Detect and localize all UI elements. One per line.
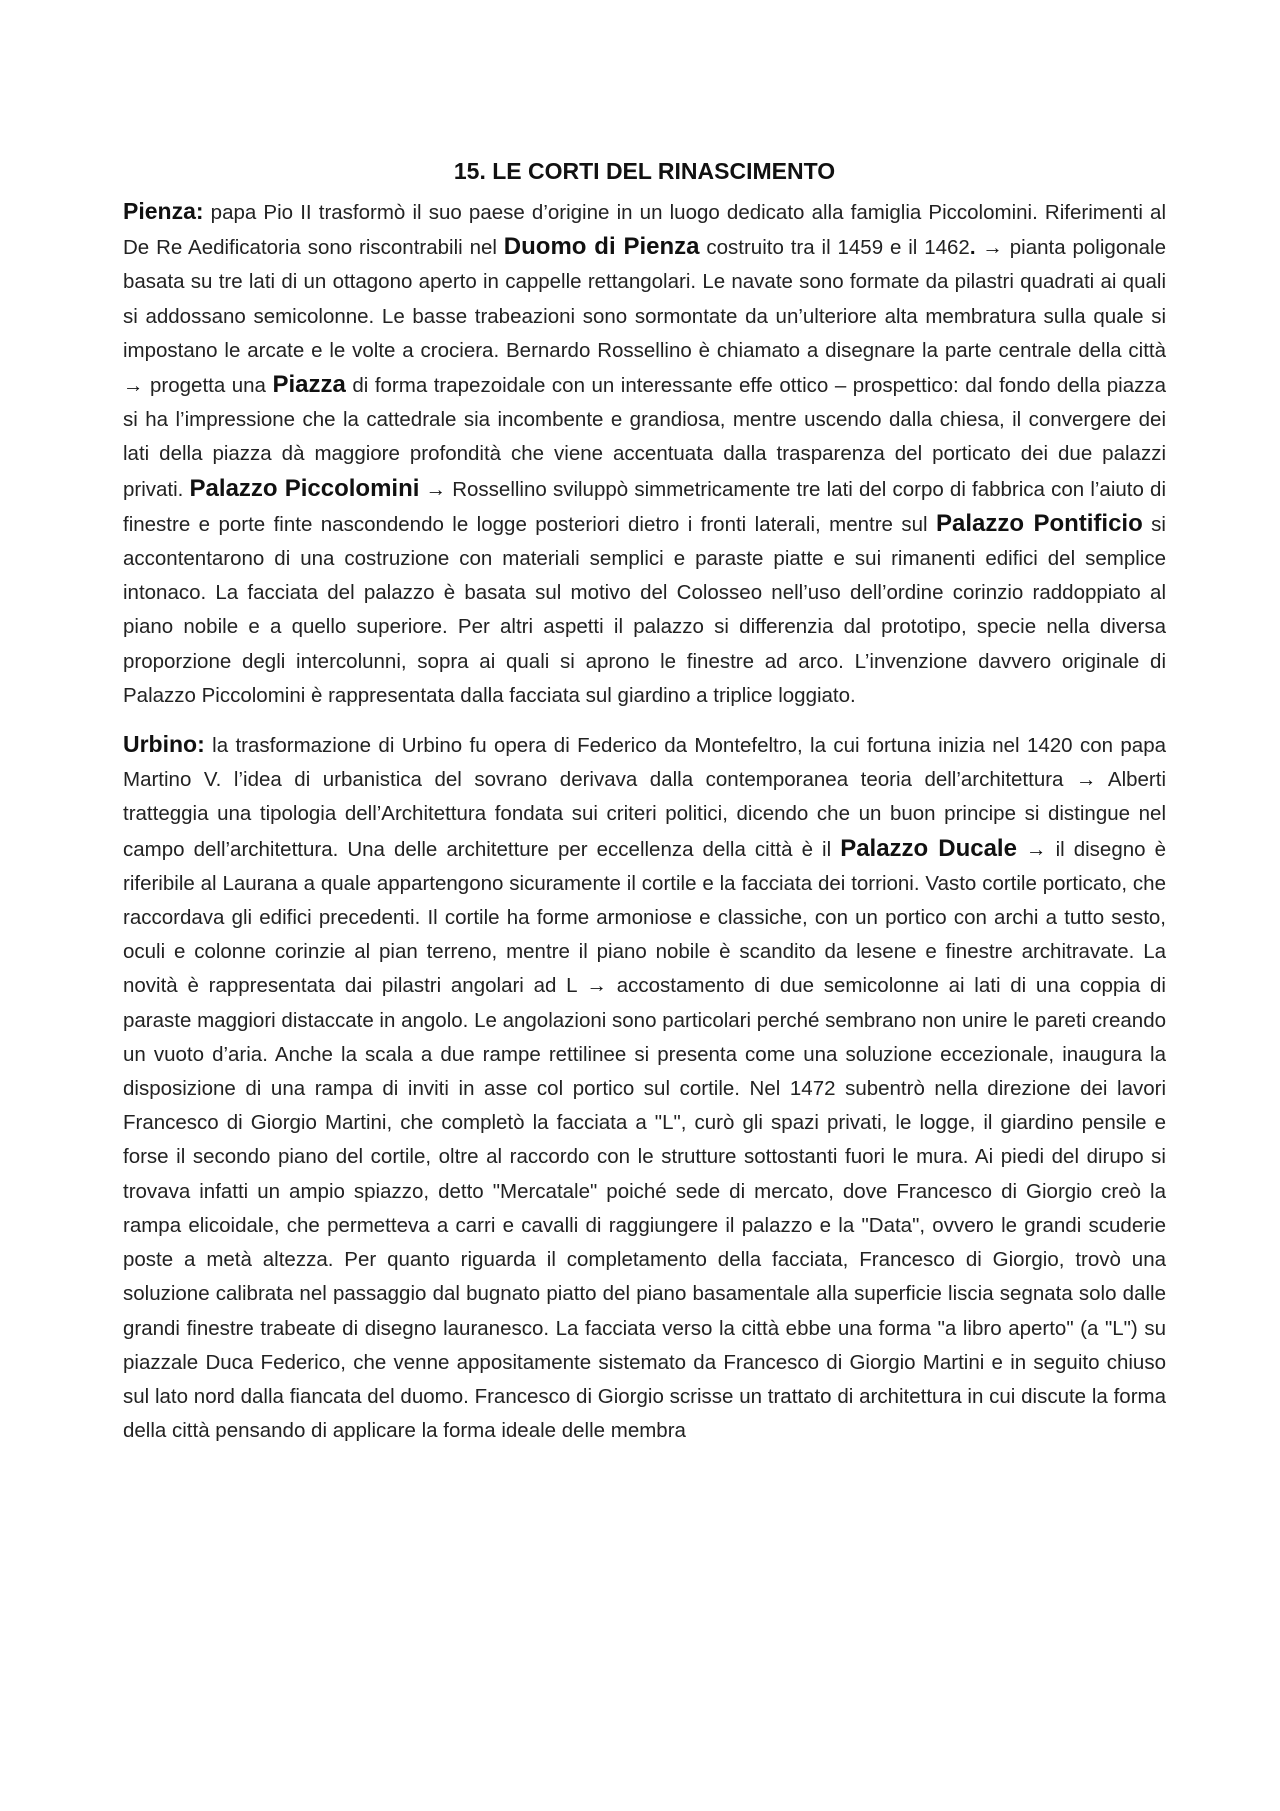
- text-run: Rossellino sviluppò simmetricamente tre lati del corpo di fabbrica con l’aiuto di finestre e porte finte nascondendo le logge posteriori dietro i fronti laterali, mentre sul: [123, 477, 1166, 536]
- text-run: .: [969, 236, 983, 260]
- text-run: costruito tra il 1459 e il 1462: [699, 236, 970, 260]
- text-run: accostamento di due semicolonne ai lati di una coppia di paraste maggiori distaccate in angolo. Le angolazioni sono particolari perché sembrano non unire le pareti creando un vuoto d’aria. Anche la scala a due rampe rettilinee si presenta come una soluzione eccezionale, inaugura la disposizione di una rampa di inviti in asse col portico sul cortile. Nel 1472 subentrò nella direzione dei lavori Francesco di Giorgio Martini, che completò la facciata a "L", curò gli spazi privati, le logge, il giardino pensile e forse il secondo piano del cortile, oltre al raccordo con le strutture sottostanti fuori le mura. Ai piedi del dirupo si trovava infatti un ampio spiazzo, detto "Mercatale" poiché sede di mercato, dove Francesco di Giorgio creò la rampa elicoidale, che permetteva a carri e cavalli di raggiungere il palazzo e la "Data", ovvero le grandi scuderie poste a metà altezza. Per quanto riguarda il completamento della facciata, Francesco di Giorgio, trovò una soluzione calibrata nel passaggio dal bugnato piatto del piano basamentale alla superficie liscia segnata solo dalle grandi finestre trabeate di disegno lauranesco. La facciata verso la città ebbe una forma "a libro aperto" (a "L") su piazzale Duca Federico, che venne appositamente sistemato da Francesco di Giorgio Martini e in seguito chiuso sul lato nord dalla fiancata del duomo. Francesco di Giorgio scrisse un trattato di architettura in cui discute la forma della città pensando di applicare la forma ideale delle membra: [123, 974, 1166, 1443]
- arrow-icon: →: [586, 974, 608, 998]
- text-run: [1017, 838, 1026, 861]
- text-run: pianta poligonale basata su tre lati di un ottagono aperto in cappelle rettangolari. Le navate sono formate da pilastri quadrati ai quali si addossano semicolonne. Le basse trabeazioni sono sormontate da un’ulteriore alta membratura sulla quale si impostano le arcate e le volte a crociera. Bernardo Rossellino è chiamato a disegnare la parte centrale della città: [123, 236, 1166, 362]
- text-run: papa Pio II trasformò il suo paese d’origine in un luogo dedicato alla famiglia Piccolomini. Riferimenti al De Re Aedificatoria sono riscontrabili nel: [123, 201, 1166, 260]
- arrow-icon: →: [123, 374, 144, 398]
- arrow-icon: →: [1076, 768, 1097, 792]
- text-run: il disegno è riferibile al Laurana a quale appartengono sicuramente il cortile e la facciata dei torrioni. Vasto cortile porticato, che raccordava gli edifici precedenti. Il cortile ha forme armoniose e classiche, con un portico con archi a tutto sesto, oculi e colonne corinzie al pian terreno, mentre il piano nobile è scandito da lesene e finestre architravate. La novità è rappresentata dai pilastri angolari ad L: [123, 837, 1166, 998]
- text-run: di forma trapezoidale con un interessante effe ottico – prospettico: dal fondo della piazza si ha l’impressione che la cattedrale sia incombente e grandiosa, mentre uscendo dalla chiesa, il convergere dei lati della piazza dà maggiore profondità che viene accentuata dalla trasparenza del porticato dei due palazzi privati.: [123, 374, 1166, 501]
- text-run: si accontentarono di una costruzione con materiali semplici e paraste piatte e sui rimanenti edifici del semplice intonaco. La facciata del palazzo è basata sul motivo del Colosseo nell’uso dell’ordine corinzio raddoppiato al piano nobile e a quello superiore. Per altri aspetti il palazzo si differenzia dal prototipo, specie nella diversa proporzione degli intercolunni, sopra ai quali si aprono le finestre ad arco. L’invenzione davvero originale di Palazzo Piccolomini è rappresentata dalla facciata sul giardino a triplice loggiato.: [123, 512, 1166, 707]
- text-run: Alberti tratteggia una tipologia dell’Architettura fondata sui criteri politici, dicendo che un buon principe si distingue nel campo dell’architettura. Una delle architetture per eccellenza della città è il: [123, 768, 1167, 861]
- arrow-icon: →: [1026, 837, 1047, 861]
- highlight-palazzo-piccolomini: Palazzo Piccolomini: [189, 474, 420, 502]
- highlight-palazzo-ducale: Palazzo Ducale: [840, 834, 1017, 862]
- paragraph-urbino: [123, 727, 1166, 1448]
- text-run: progetta una: [143, 374, 273, 398]
- arrow-icon: →: [982, 236, 1003, 260]
- paragraph-pienza: [123, 194, 1166, 713]
- highlight-piazza: Piazza: [272, 371, 346, 399]
- page-title: 15. LE CORTI DEL RINASCIMENTO: [453, 158, 836, 184]
- document-body: [123, 154, 1166, 1448]
- highlight-palazzo-pontificio: Palazzo Pontificio: [936, 509, 1143, 537]
- section-heading-pienza: Pienza:: [123, 198, 204, 224]
- highlight-duomo-di-pienza: Duomo di Pienza: [503, 233, 700, 261]
- arrow-icon: →: [425, 477, 447, 501]
- section-heading-urbino: Urbino:: [123, 731, 205, 758]
- text-run: la trasformazione di Urbino fu opera di Federico da Montefeltro, la cui fortuna inizia nel 1420 con papa Martino V. l’idea di urbanistica del sovrano derivava dalla contemporanea teoria dell’architettura: [123, 734, 1166, 792]
